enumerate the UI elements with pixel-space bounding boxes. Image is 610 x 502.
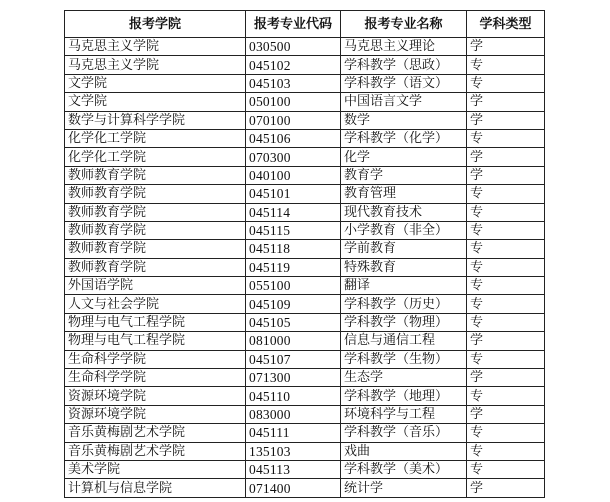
cell-major-code: 045115 <box>246 221 341 239</box>
cell-subject-type: 专 <box>467 129 545 147</box>
cell-college: 教师教育学院 <box>65 185 246 203</box>
admissions-table <box>64 10 545 498</box>
cell-major-code: 070100 <box>246 111 341 129</box>
cell-major-name: 学科教学（化学） <box>341 129 467 147</box>
cell-major-name: 统计学 <box>341 479 467 497</box>
cell-college: 文学院 <box>65 93 246 111</box>
cell-college: 外国语学院 <box>65 277 246 295</box>
cell-major-name: 教育管理 <box>341 185 467 203</box>
cell-subject-type: 学 <box>467 148 545 166</box>
cell-major-name: 现代教育技术 <box>341 203 467 221</box>
cell-college: 教师教育学院 <box>65 258 246 276</box>
cell-college: 化学化工学院 <box>65 129 246 147</box>
table-row <box>65 424 545 442</box>
admissions-table-container <box>64 10 545 498</box>
table-row <box>65 387 545 405</box>
table-row <box>65 405 545 423</box>
table-row <box>65 313 545 331</box>
cell-major-name: 学科教学（历史） <box>341 295 467 313</box>
cell-major-code: 050100 <box>246 93 341 111</box>
cell-major-code: 083000 <box>246 405 341 423</box>
cell-subject-type: 专 <box>467 442 545 460</box>
table-row <box>65 295 545 313</box>
cell-major-name: 信息与通信工程 <box>341 332 467 350</box>
cell-major-name: 小学教育（非全） <box>341 221 467 239</box>
cell-major-name: 戏曲 <box>341 442 467 460</box>
cell-major-name: 生态学 <box>341 369 467 387</box>
cell-college: 人文与社会学院 <box>65 295 246 313</box>
cell-major-name: 化学 <box>341 148 467 166</box>
cell-subject-type: 学 <box>467 166 545 184</box>
cell-major-name: 学科教学（物理） <box>341 313 467 331</box>
cell-subject-type: 专 <box>467 424 545 442</box>
cell-subject-type: 专 <box>467 185 545 203</box>
table-row <box>65 203 545 221</box>
header-college: 报考学院 <box>65 11 246 38</box>
header-subject-type: 学科类型 <box>467 11 545 38</box>
cell-major-code: 045106 <box>246 129 341 147</box>
table-row <box>65 166 545 184</box>
cell-subject-type: 专 <box>467 221 545 239</box>
table-header-row <box>65 11 545 38</box>
cell-college: 教师教育学院 <box>65 166 246 184</box>
table-row <box>65 479 545 497</box>
cell-major-code: 045101 <box>246 185 341 203</box>
cell-subject-type: 学 <box>467 93 545 111</box>
table-row <box>65 240 545 258</box>
table-row <box>65 332 545 350</box>
table-row <box>65 38 545 56</box>
table-row <box>65 129 545 147</box>
cell-major-name: 环境科学与工程 <box>341 405 467 423</box>
cell-college: 物理与电气工程学院 <box>65 332 246 350</box>
cell-subject-type: 专 <box>467 313 545 331</box>
table-row <box>65 350 545 368</box>
cell-college: 美术学院 <box>65 460 246 478</box>
cell-subject-type: 专 <box>467 74 545 92</box>
cell-major-name: 学科教学（地理） <box>341 387 467 405</box>
cell-major-code: 045105 <box>246 313 341 331</box>
table-row <box>65 93 545 111</box>
table-row <box>65 460 545 478</box>
cell-subject-type: 学 <box>467 332 545 350</box>
cell-major-code: 040100 <box>246 166 341 184</box>
cell-major-code: 045118 <box>246 240 341 258</box>
cell-college: 教师教育学院 <box>65 221 246 239</box>
table-row <box>65 185 545 203</box>
table-row <box>65 258 545 276</box>
cell-major-name: 数学 <box>341 111 467 129</box>
cell-major-code: 045103 <box>246 74 341 92</box>
cell-major-code: 045119 <box>246 258 341 276</box>
cell-college: 生命科学学院 <box>65 369 246 387</box>
cell-major-code: 071400 <box>246 479 341 497</box>
cell-major-name: 中国语言文学 <box>341 93 467 111</box>
cell-major-name: 学科教学（语文） <box>341 74 467 92</box>
cell-subject-type: 专 <box>467 350 545 368</box>
cell-subject-type: 专 <box>467 295 545 313</box>
table-row <box>65 442 545 460</box>
table-row <box>65 369 545 387</box>
table-row <box>65 56 545 74</box>
cell-major-code: 081000 <box>246 332 341 350</box>
cell-major-name: 学科教学（音乐） <box>341 424 467 442</box>
cell-major-name: 学科教学（美术） <box>341 460 467 478</box>
cell-college: 物理与电气工程学院 <box>65 313 246 331</box>
cell-subject-type: 学 <box>467 479 545 497</box>
cell-subject-type: 专 <box>467 258 545 276</box>
table-body <box>65 38 545 498</box>
cell-college: 马克思主义学院 <box>65 38 246 56</box>
cell-major-code: 045110 <box>246 387 341 405</box>
cell-college: 资源环境学院 <box>65 405 246 423</box>
cell-major-code: 045107 <box>246 350 341 368</box>
cell-major-name: 教育学 <box>341 166 467 184</box>
cell-subject-type: 学 <box>467 111 545 129</box>
cell-college: 数学与计算科学学院 <box>65 111 246 129</box>
cell-college: 计算机与信息学院 <box>65 479 246 497</box>
header-major-name: 报考专业名称 <box>341 11 467 38</box>
cell-college: 资源环境学院 <box>65 387 246 405</box>
cell-major-code: 045109 <box>246 295 341 313</box>
cell-college: 生命科学学院 <box>65 350 246 368</box>
cell-subject-type: 学 <box>467 369 545 387</box>
table-row <box>65 148 545 166</box>
cell-major-name: 翻译 <box>341 277 467 295</box>
cell-major-code: 030500 <box>246 38 341 56</box>
cell-college: 文学院 <box>65 74 246 92</box>
cell-subject-type: 学 <box>467 38 545 56</box>
cell-subject-type: 专 <box>467 203 545 221</box>
cell-major-name: 学前教育 <box>341 240 467 258</box>
cell-subject-type: 专 <box>467 460 545 478</box>
cell-major-code: 055100 <box>246 277 341 295</box>
cell-subject-type: 专 <box>467 277 545 295</box>
cell-college: 化学化工学院 <box>65 148 246 166</box>
cell-major-code: 070300 <box>246 148 341 166</box>
cell-major-name: 马克思主义理论 <box>341 38 467 56</box>
cell-college: 教师教育学院 <box>65 240 246 258</box>
cell-college: 音乐黄梅剧艺术学院 <box>65 424 246 442</box>
cell-subject-type: 专 <box>467 387 545 405</box>
table-row <box>65 111 545 129</box>
cell-major-code: 045113 <box>246 460 341 478</box>
cell-subject-type: 学 <box>467 405 545 423</box>
cell-major-code: 045114 <box>246 203 341 221</box>
cell-major-code: 071300 <box>246 369 341 387</box>
cell-major-code: 045111 <box>246 424 341 442</box>
cell-major-name: 学科教学（生物） <box>341 350 467 368</box>
cell-college: 马克思主义学院 <box>65 56 246 74</box>
header-major-code: 报考专业代码 <box>246 11 341 38</box>
table-row <box>65 277 545 295</box>
cell-college: 教师教育学院 <box>65 203 246 221</box>
table-row <box>65 221 545 239</box>
cell-major-code: 135103 <box>246 442 341 460</box>
cell-major-name: 特殊教育 <box>341 258 467 276</box>
cell-college: 音乐黄梅剧艺术学院 <box>65 442 246 460</box>
cell-major-code: 045102 <box>246 56 341 74</box>
cell-subject-type: 专 <box>467 56 545 74</box>
table-row <box>65 74 545 92</box>
cell-major-name: 学科教学（思政） <box>341 56 467 74</box>
cell-subject-type: 专 <box>467 240 545 258</box>
